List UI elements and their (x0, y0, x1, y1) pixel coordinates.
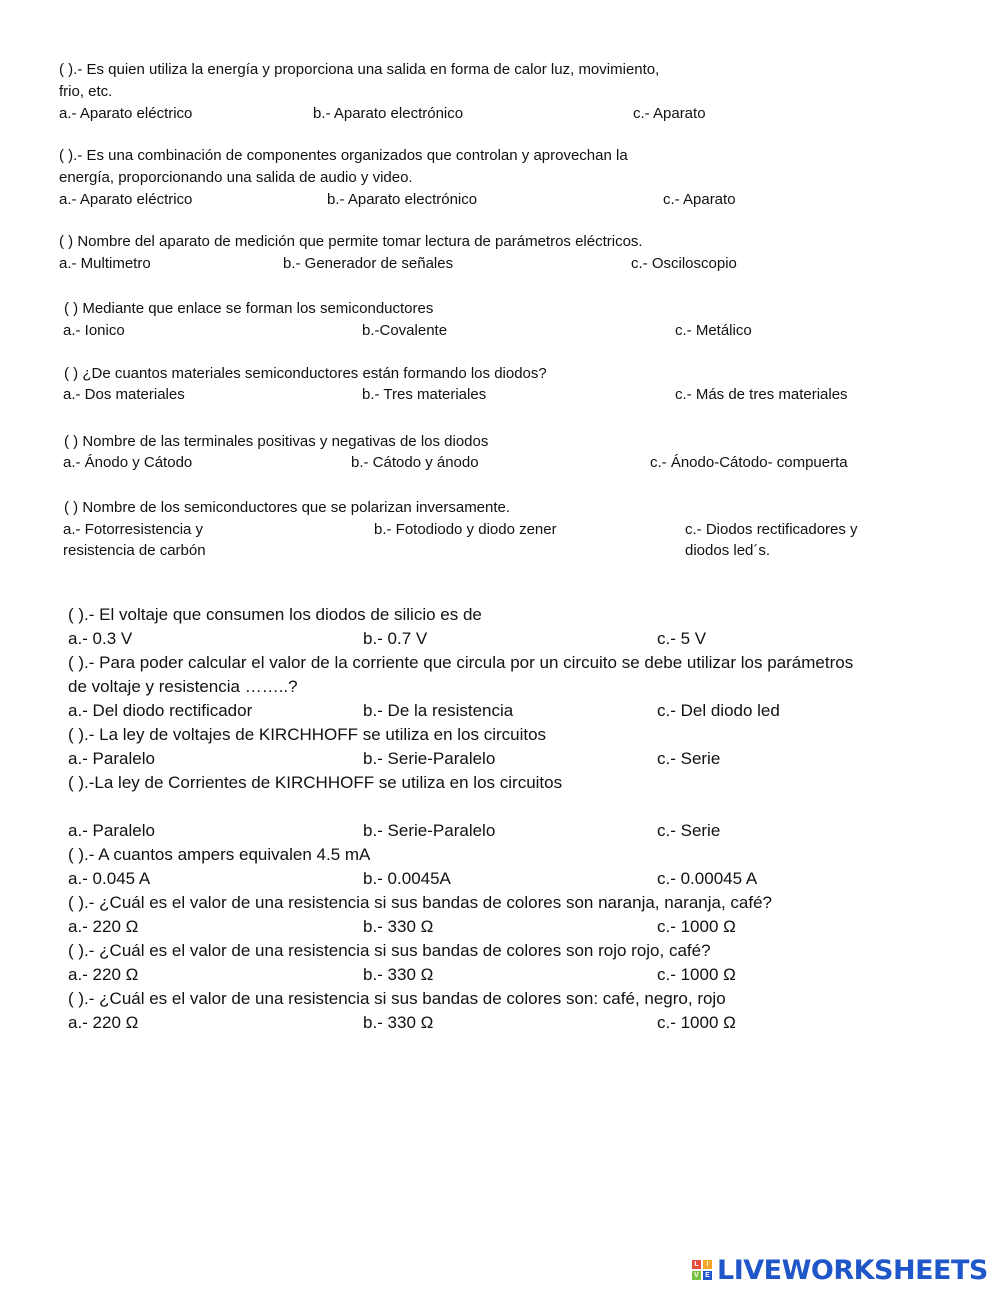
question-15-stem: ( ).- ¿Cuál es el valor de una resistencia si sus bandas de colores son: café, negro, rojo (68, 989, 726, 1008)
question-13-option-a: a.- 220 Ω (68, 917, 139, 936)
question-1-option-b: b.- Aparato electrónico (313, 105, 464, 122)
question-13-stem: ( ).- ¿Cuál es el valor de una resistencia si sus bandas de colores son naranja, naranja, café? (68, 893, 772, 912)
question-11-option-a: a.- Paralelo (68, 821, 155, 840)
question-2-option-c: c.- Aparato (663, 191, 736, 208)
question-13-option-c: c.- 1000 Ω (657, 917, 736, 936)
question-8-option-c: c.- 5 V (657, 629, 707, 648)
question-13-option-b: b.- 330 Ω (363, 917, 434, 936)
question-3-option-b: b.- Generador de señales (283, 255, 454, 272)
question-12-option-a: a.- 0.045 A (68, 869, 151, 888)
question-3-option-c: c.- Osciloscopio (631, 255, 737, 272)
question-8-option-b: b.- 0.7 V (363, 629, 428, 648)
question-4-option-c: c.- Metálico (675, 322, 752, 339)
question-8-stem: ( ).- El voltaje que consumen los diodos de silicio es de (68, 605, 482, 624)
question-5-option-a: a.- Dos materiales (63, 386, 185, 403)
logo-mark-icon (692, 1260, 712, 1280)
question-5-stem: ( ) ¿De cuantos materiales semiconductores están formando los diodos? (64, 365, 547, 382)
question-14-option-a: a.- 220 Ω (68, 965, 139, 984)
question-14-option-b: b.- 330 Ω (363, 965, 434, 984)
question-6-option-a: a.- Ánodo y Cátodo (63, 454, 193, 471)
question-6-option-b: b.- Cátodo y ánodo (351, 454, 479, 471)
question-7-option-a: a.- Fotorresistencia y (63, 521, 204, 538)
question-1-option-c: c.- Aparato (633, 105, 706, 122)
question-1-option-a: a.- Aparato eléctrico (59, 105, 193, 122)
question-9-option-b: b.- De la resistencia (363, 701, 514, 720)
question-7-option-c: c.- Diodos rectificadores y (685, 521, 858, 538)
question-14-stem: ( ).- ¿Cuál es el valor de una resistencia si sus bandas de colores son rojo rojo, café? (68, 941, 711, 960)
question-9-stem-cont: de voltaje y resistencia ……..? (68, 677, 298, 696)
logo-letter-e: E (703, 1271, 712, 1280)
question-10-option-b: b.- Serie-Paralelo (363, 749, 496, 768)
question-7-stem: ( ) Nombre de los semiconductores que se polarizan inversamente. (64, 499, 511, 516)
question-12-stem: ( ).- A cuantos ampers equivalen 4.5 mA (68, 845, 371, 864)
question-8-option-a: a.- 0.3 V (68, 629, 133, 648)
question-5-option-c: c.- Más de tres materiales (675, 386, 848, 403)
question-1-stem-cont: frio, etc. (59, 83, 113, 100)
question-3-option-a: a.- Multimetro (59, 255, 151, 272)
question-9-stem: ( ).- Para poder calcular el valor de la corriente que circula por un circuito se debe utilizar los parámetros (68, 653, 854, 672)
question-14-option-c: c.- 1000 Ω (657, 965, 736, 984)
question-12-option-b: b.- 0.0045A (363, 869, 451, 888)
question-7-option-a-cont: resistencia de carbón (63, 542, 206, 559)
question-9-option-c: c.- Del diodo led (657, 701, 780, 720)
question-4-option-a: a.- Ionico (63, 322, 125, 339)
question-11-option-b: b.- Serie-Paralelo (363, 821, 496, 840)
question-4-option-b: b.-Covalente (362, 322, 448, 339)
question-15-option-b: b.- 330 Ω (363, 1013, 434, 1032)
question-1-stem: ( ).- Es quien utiliza la energía y proporciona una salida en forma de calor luz, movimiento, (59, 61, 660, 78)
question-6-stem: ( ) Nombre de las terminales positivas y negativas de los diodos (64, 433, 489, 450)
question-2-stem-cont: energía, proporcionando una salida de audio y video. (59, 169, 413, 186)
question-2-option-a: a.- Aparato eléctrico (59, 191, 193, 208)
question-2-stem: ( ).- Es una combinación de componentes organizados que controlan y aprovechan la (59, 147, 628, 164)
question-10-option-c: c.- Serie (657, 749, 721, 768)
question-9-option-a: a.- Del diodo rectificador (68, 701, 253, 720)
question-11-stem: ( ).-La ley de Corrientes de KIRCHHOFF se utiliza en los circuitos (68, 773, 563, 792)
question-15-option-c: c.- 1000 Ω (657, 1013, 736, 1032)
question-3-stem: ( ) Nombre del aparato de medición que permite tomar lectura de parámetros eléctricos. (59, 233, 643, 250)
question-7-option-c-cont: diodos led´s. (685, 542, 771, 559)
question-15-option-a: a.- 220 Ω (68, 1013, 139, 1032)
question-5-option-b: b.- Tres materiales (362, 386, 487, 403)
question-4-stem: ( ) Mediante que enlace se forman los semiconductores (64, 300, 434, 317)
question-6-option-c: c.- Ánodo-Cátodo- compuerta (650, 454, 848, 471)
logo-letter-v: V (692, 1271, 701, 1280)
liveworksheets-logo (692, 1255, 988, 1285)
question-12-option-c: c.- 0.00045 A (657, 869, 758, 888)
question-10-stem: ( ).- La ley de voltajes de KIRCHHOFF se utiliza en los circuitos (68, 725, 547, 744)
question-11-option-c: c.- Serie (657, 821, 721, 840)
logo-letter-l: L (692, 1260, 701, 1269)
logo-letter-i: I (703, 1260, 712, 1269)
question-7-option-b: b.- Fotodiodo y diodo zener (374, 521, 557, 538)
logo-text: LIVEWORKSHEETS (717, 1254, 988, 1286)
question-10-option-a: a.- Paralelo (68, 749, 155, 768)
question-2-option-b: b.- Aparato electrónico (327, 191, 478, 208)
